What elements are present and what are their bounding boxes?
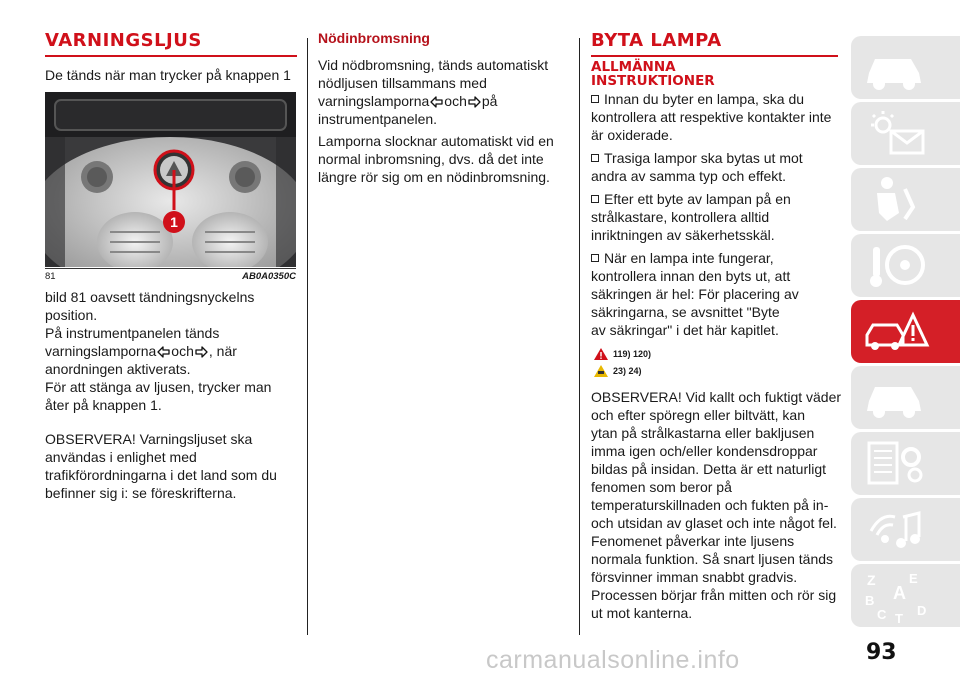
tab-safety[interactable]	[851, 168, 960, 231]
text-line: Fenomenet påverkar inte ljusens	[591, 533, 795, 549]
index-letter: A	[893, 583, 906, 603]
car-overview-icon	[861, 41, 931, 93]
text-line: strålkastare, kontrollera alltid	[591, 209, 770, 225]
panel-text-line: På instrumentpanelen tänds	[45, 325, 220, 341]
figure-number: 81	[45, 271, 56, 282]
column-divider-1	[307, 38, 308, 635]
text-fragment: på	[481, 93, 498, 109]
warning-reference: 119) 120)	[593, 347, 843, 361]
warning-triangle-icon	[593, 347, 609, 361]
list-item	[591, 249, 843, 339]
text-fragment: , när	[208, 343, 237, 359]
text-line: OBSERVERA! Vid kallt och fuktigt väder	[591, 389, 842, 405]
note-line: användas i enlighet med	[45, 449, 197, 465]
text-fragment: Efter ett byte av lampan på en	[604, 191, 791, 207]
text-line: ytan på strålkastarna eller bakljusen	[591, 425, 815, 441]
tab-multimedia[interactable]	[851, 498, 960, 561]
text-fragment: varningslamporna	[318, 93, 430, 109]
text-line: säkringarna, se avsnittet "Byte	[591, 304, 780, 320]
dashboard-lights-icon	[861, 107, 931, 159]
instruction-list	[591, 90, 843, 622]
text-fragment: och	[444, 93, 467, 109]
text-fragment: och	[171, 343, 194, 359]
text-line: Vid nödbromsning, tänds automatiskt	[318, 57, 549, 73]
tab-technical-data[interactable]	[851, 432, 960, 495]
index-letter: Z	[867, 572, 876, 588]
figure-hazard-button	[45, 92, 296, 267]
index-letter: B	[865, 593, 875, 608]
text-line: instrumentpanelen.	[318, 111, 438, 127]
text-line: försvinner imman snabbt gradvis.	[591, 569, 798, 585]
switch-off-line: åter på knappen 1.	[45, 397, 162, 413]
subheading-line: ALLMÄNNA	[591, 59, 676, 75]
text-line: normala funktion. Så snart ljusen tänds	[591, 551, 834, 567]
text-line: Lamporna slocknar automatiskt vid en	[318, 133, 554, 149]
right-turn-indicator-icon	[468, 96, 481, 108]
caution-reference: 23) 24)	[593, 364, 843, 378]
starting-driving-icon	[861, 239, 931, 291]
subheading-line: INSTRUKTIONER	[591, 73, 715, 89]
watermark: carmanualsonline.info	[486, 646, 740, 674]
technical-data-icon	[861, 437, 931, 489]
note-line: trafikförordningarna i det land som du	[45, 467, 277, 483]
note-line: OBSERVERA! Varningsljuset ska	[45, 431, 253, 447]
right-turn-indicator-icon	[195, 346, 208, 358]
bullet-icon	[591, 254, 599, 262]
index-letter: C	[877, 607, 887, 622]
index-letter: D	[917, 603, 927, 618]
text-line: av säkringar" i det här kapitlet.	[591, 322, 779, 338]
panel-text-line	[45, 342, 305, 360]
text-line	[318, 92, 568, 110]
text-line: ut mot kanterna.	[591, 605, 693, 621]
tab-index[interactable]	[851, 564, 960, 627]
text-line: nödljusen tillsammans med	[318, 75, 487, 91]
section-heading-varningsljus: VARNINGSLJUS	[45, 30, 297, 57]
caption-line: position.	[45, 307, 98, 323]
text-line: inriktningen av säkerhetsskäl.	[591, 227, 775, 243]
tab-car-overview[interactable]	[851, 36, 960, 99]
callout-number: 1	[170, 214, 178, 230]
text-line: längre rör sig om en nödinbromsning.	[318, 169, 550, 185]
index-letter: T	[895, 611, 903, 625]
text-line: andra av samma typ och effekt.	[591, 168, 787, 184]
section-heading-nodinbromsning: Nödinbromsning	[318, 30, 430, 46]
intro-text: De tänds när man trycker på knappen 1	[45, 67, 291, 83]
tab-starting-driving[interactable]	[851, 234, 960, 297]
column-divider-2	[579, 38, 580, 635]
page-number: 93	[866, 640, 897, 665]
switch-off-line: För att stänga av ljusen, trycker man	[45, 379, 272, 395]
text-line: imma igen och/eller kondensdroppar	[591, 443, 818, 459]
bullet-icon	[591, 195, 599, 203]
text-fragment: När en lampa inte fungerar,	[604, 250, 774, 266]
maintenance-icon	[861, 371, 931, 423]
text-line: fenomen som beror på	[591, 479, 732, 495]
section-heading-byta-lampa: BYTA LAMPA	[591, 30, 838, 57]
caution-triangle-icon	[593, 364, 609, 378]
bullet-icon	[591, 95, 599, 103]
text-line: temperaturskillnaden och fukten på in-	[591, 497, 829, 513]
caption-line: bild 81 oavsett tändningsnyckelns	[45, 289, 255, 305]
left-turn-indicator-icon	[157, 346, 170, 358]
tab-emergency[interactable]	[851, 300, 960, 363]
panel-text-line: anordningen aktiverats.	[45, 361, 191, 377]
condensation-note	[591, 388, 843, 622]
emergency-icon	[861, 305, 931, 357]
tab-maintenance[interactable]	[851, 366, 960, 429]
text-line: och efter spöregn eller biltvätt, kan	[591, 407, 806, 423]
text-fragment: Trasiga lampor ska bytas ut mot	[604, 150, 803, 166]
text-line: säkringen är hel: För placering av	[591, 286, 799, 302]
text-line: kontrollera innan den byts ut, att	[591, 268, 791, 284]
text-line: bildas på insidan. Detta är ett naturligt	[591, 461, 827, 477]
figure-caption-bar	[45, 268, 296, 283]
text-line: och utsidan av glaset och inte något fel.	[591, 515, 837, 531]
dashboard-photo	[45, 92, 296, 267]
note-line: befinner sig i: se föreskrifterna.	[45, 485, 237, 501]
figure-code: AB0A0350C	[242, 271, 296, 282]
index-letter: E	[909, 571, 918, 586]
left-turn-indicator-icon	[430, 96, 443, 108]
text-line: är oxiderade.	[591, 127, 673, 143]
text-fragment: varningslamporna	[45, 343, 157, 359]
text-line: normal inbromsning, dvs. då det inte	[318, 151, 544, 167]
list-item	[591, 90, 843, 144]
tab-dashboard-lights[interactable]	[851, 102, 960, 165]
text-line: kontrollera att respektive kontakter inte	[591, 109, 832, 125]
text-line: Processen börjar från mitten och rör sig	[591, 587, 837, 603]
list-item	[591, 190, 843, 244]
index-icon	[861, 569, 931, 625]
multimedia-icon	[861, 503, 931, 555]
text-fragment: Innan du byter en lampa, ska du	[604, 91, 805, 107]
bullet-icon	[591, 154, 599, 162]
safety-icon	[861, 173, 931, 225]
list-item	[591, 149, 843, 185]
